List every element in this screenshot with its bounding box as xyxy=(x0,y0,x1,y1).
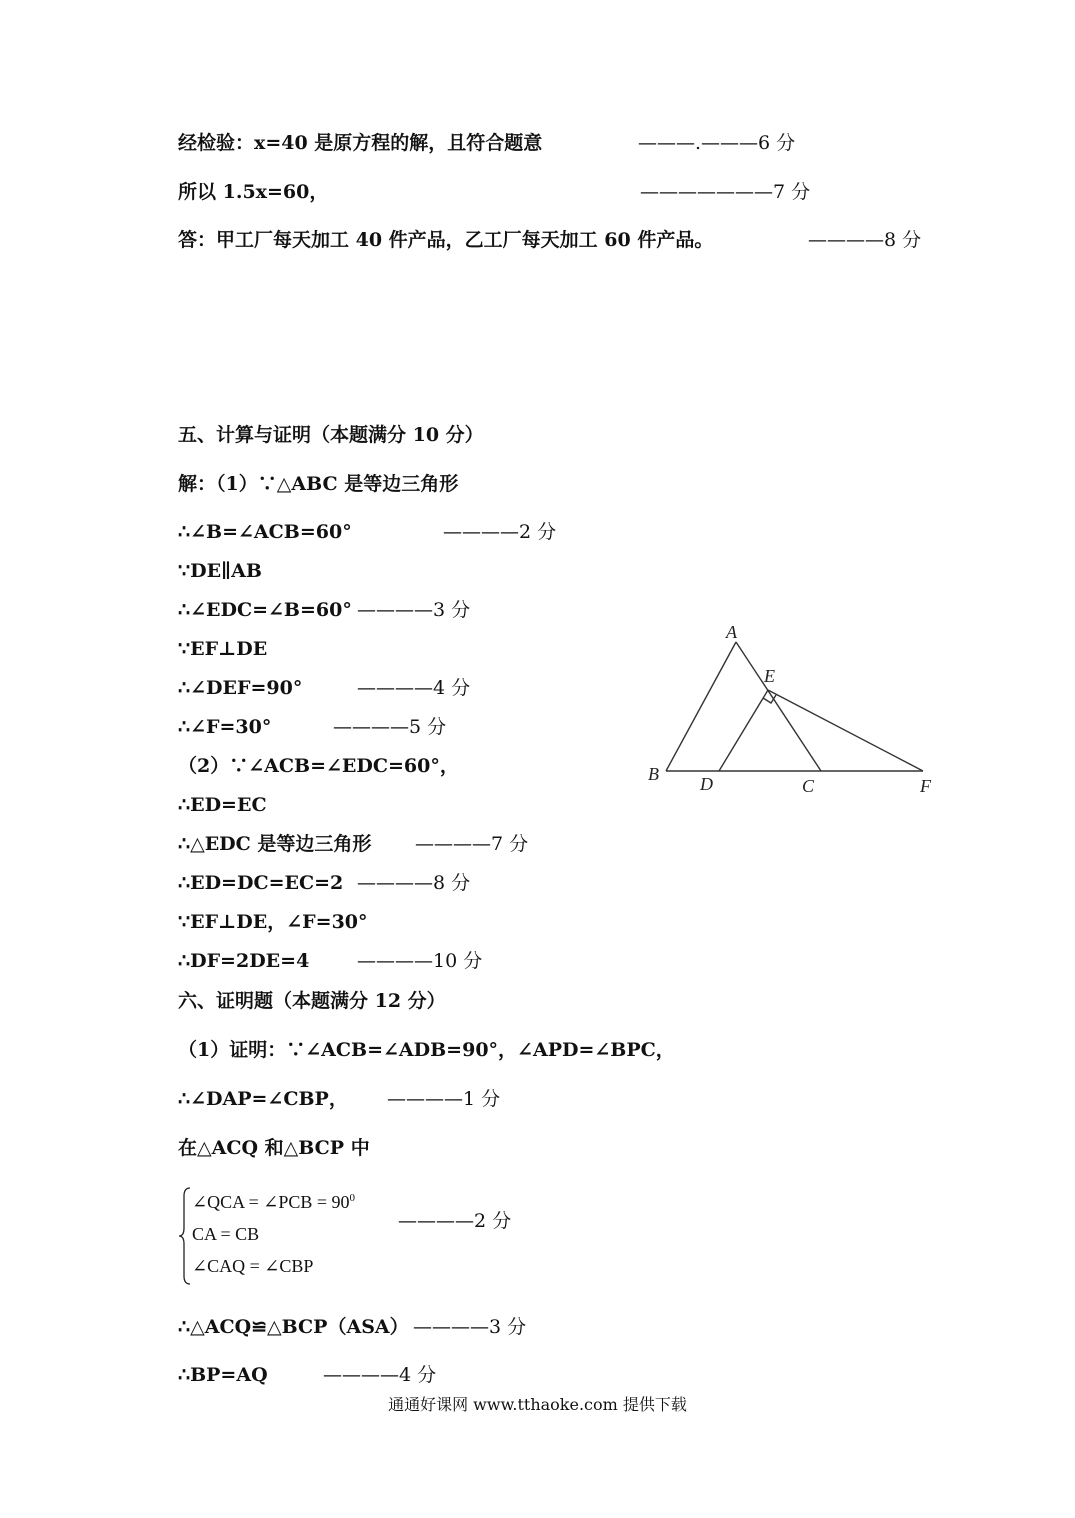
system-row-1: ∠QCA = ∠PCB = $90^0$ xyxy=(192,1192,355,1212)
line-16: ∵EF⊥DE，∠F=30° xyxy=(178,911,368,933)
score-line-6: ————2 分 xyxy=(443,521,557,543)
score-line-20: ————1 分 xyxy=(387,1088,501,1110)
line-1: 经检验：x=40 是原方程的解，且符合题意 xyxy=(178,132,543,154)
system-row-3: ∠CAQ = ∠CBP xyxy=(192,1256,314,1276)
triangle-figure xyxy=(640,620,950,800)
label-B: B xyxy=(648,764,659,784)
line-21: 在△ACQ 和△BCP 中 xyxy=(178,1137,370,1159)
left-brace-icon xyxy=(178,1186,192,1286)
score-line-2: ———————7 分 xyxy=(640,181,811,203)
score-system: ————2 分 xyxy=(398,1210,512,1232)
line-14: ∴△EDC 是等边三角形 xyxy=(178,833,372,855)
score-line-10: ————4 分 xyxy=(357,677,471,699)
line-17: ∴DF=2DE=4 xyxy=(178,950,310,972)
score-line-11: ————5 分 xyxy=(333,716,447,738)
segment-AB xyxy=(666,642,736,771)
line-8: ∴∠EDC=∠B=60° xyxy=(178,599,352,621)
line-20: ∴∠DAP=∠CBP， xyxy=(178,1088,348,1110)
score-line-17: ————10 分 xyxy=(357,950,483,972)
score-line-22: ————3 分 xyxy=(413,1316,527,1338)
line-19: （1）证明：∵∠ACB=∠ADB=90°，∠APD=∠BPC， xyxy=(178,1039,675,1061)
system-row-2: CA = CB xyxy=(192,1224,260,1244)
label-E: E xyxy=(764,666,775,686)
score-line-8: ————3 分 xyxy=(357,599,471,621)
page-footer: 通通好课网 www.tthaoke.com 提供下载 xyxy=(388,1395,687,1414)
line-3: 答：甲工厂每天加工 40 件产品，乙工厂每天加工 60 件产品。 xyxy=(178,229,714,251)
section-6-heading: 六、证明题（本题满分 12 分） xyxy=(178,990,446,1012)
line-5: 解：（1）∵△ABC 是等边三角形 xyxy=(178,473,459,495)
line-10: ∴∠DEF=90° xyxy=(178,677,303,699)
line-11: ∴∠F=30° xyxy=(178,716,272,738)
score-line-3: ————8 分 xyxy=(808,229,922,251)
line-23: ∴BP=AQ xyxy=(178,1364,268,1386)
line-22: ∴△ACQ≌△BCP（ASA） xyxy=(178,1316,409,1338)
score-line-15: ————8 分 xyxy=(357,872,471,894)
segment-AC xyxy=(736,642,821,771)
label-C: C xyxy=(802,776,815,796)
line-7: ∵DE∥AB xyxy=(178,560,262,582)
line-15: ∴ED=DC=EC=2 xyxy=(178,872,344,894)
line-2: 所以 1.5x=60， xyxy=(178,181,329,203)
score-line-1: ———.———6 分 xyxy=(638,132,796,154)
score-line-23: ————4 分 xyxy=(323,1364,437,1386)
segment-EF xyxy=(768,690,923,771)
line-9: ∵EF⊥DE xyxy=(178,638,268,660)
label-D: D xyxy=(700,774,713,794)
score-line-14: ————7 分 xyxy=(415,833,529,855)
section-5-heading: 五、计算与证明（本题满分 10 分） xyxy=(178,424,484,446)
equation-system xyxy=(178,1186,398,1286)
line-12: （2）∵∠ACB=∠EDC=60°， xyxy=(178,755,459,777)
line-13: ∴ED=EC xyxy=(178,794,267,816)
segment-DE xyxy=(719,690,768,771)
line-6: ∴∠B=∠ACB=60° xyxy=(178,521,352,543)
label-A: A xyxy=(726,622,737,642)
label-F: F xyxy=(920,776,931,796)
